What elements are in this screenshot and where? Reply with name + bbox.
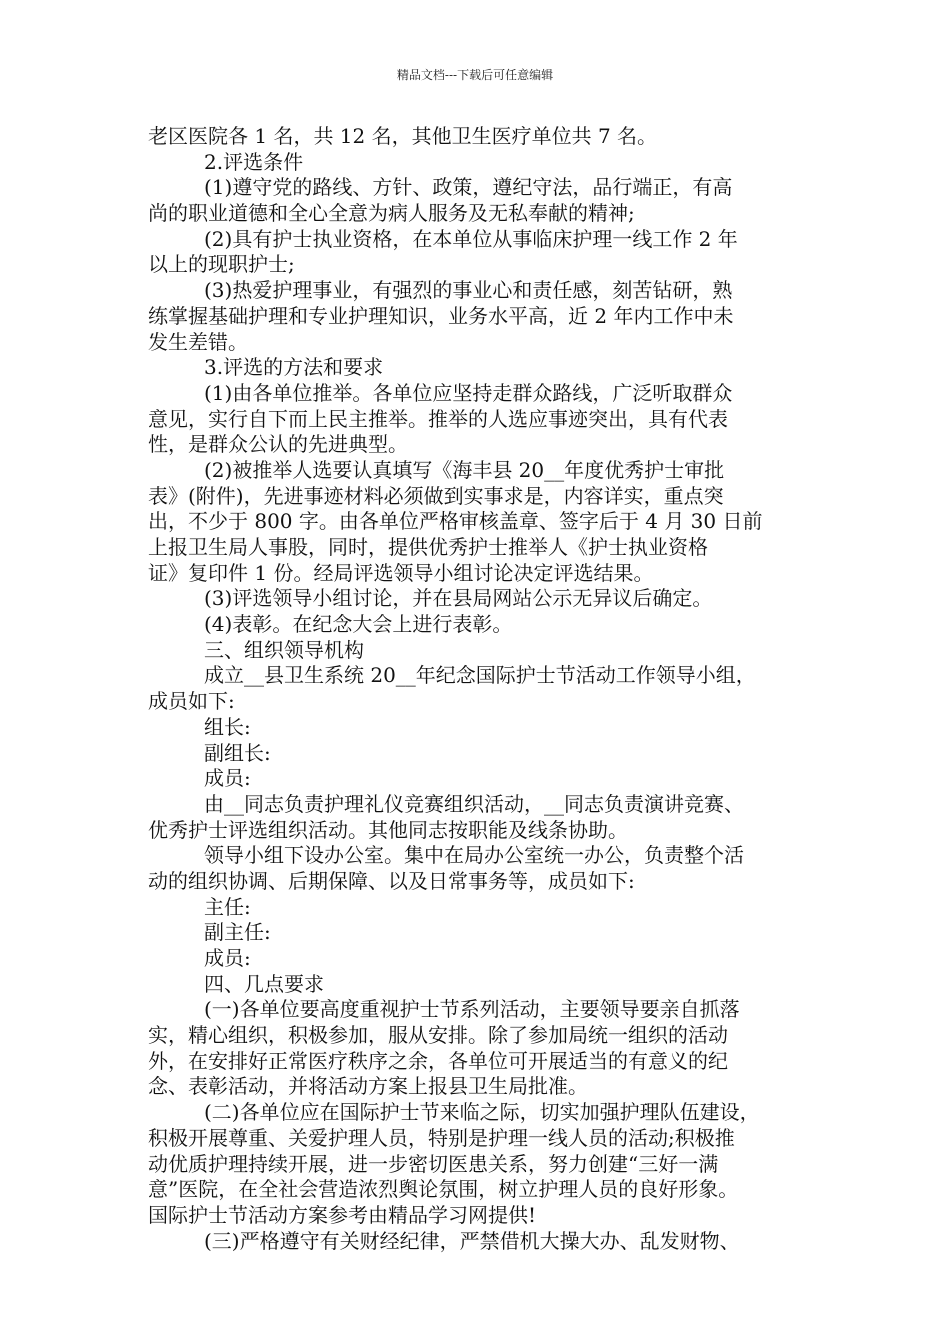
text-line: 念、表彰活动，并将活动方案上报县卫生局批准。 xyxy=(148,1074,588,1099)
text-line: 成员: xyxy=(204,766,251,791)
text-line: 领导小组下设办公室。集中在局办公室统一办公，负责整个活 xyxy=(204,843,744,868)
text-line: 优秀护士评选组织活动。其他同志按职能及线条协助。 xyxy=(148,817,628,842)
text-line: 3.评选的方法和要求 xyxy=(204,355,384,380)
text-line: 成立__县卫生系统 20__年纪念国际护士节活动工作领导小组， xyxy=(204,663,756,688)
text-line: 老区医院各 1 名，共 12 名，其他卫生医疗单位共 7 名。 xyxy=(148,124,658,148)
text-line: 上报卫生局人事股，同时，提供优秀护士推举人《护士执业资格 xyxy=(148,535,708,559)
text-line: 以上的现职护士; xyxy=(148,252,295,277)
text-line: (三)严格遵守有关财经纪律，严禁借机大操大办、乱发财物、 xyxy=(204,1228,740,1253)
text-line: 组长: xyxy=(204,714,251,739)
text-line: 性，是群众公认的先进典型。 xyxy=(148,432,408,457)
text-line: (3)评选领导小组讨论，并在县局网站公示无异议后确定。 xyxy=(204,586,713,611)
document-body xyxy=(148,124,808,1254)
text-line: 副组长: xyxy=(204,740,271,765)
text-line: 表》(附件)，先进事迹材料必须做到实事求是，内容详实，重点突 xyxy=(148,483,724,508)
text-line: 动优质护理持续开展，进一步密切医患关系，努力创建“三好一满 xyxy=(148,1151,719,1176)
text-line: 意”医院，在全社会营造浓烈舆论氛围，树立护理人员的良好形象。 xyxy=(148,1177,739,1202)
text-line: 2.评选条件 xyxy=(204,149,304,174)
text-line: 外，在安排好正常医疗秩序之余，各单位可开展适当的有意义的纪 xyxy=(148,1048,728,1073)
page-header: 精品文档---下载后可任意编辑 xyxy=(396,68,554,82)
text-line: 积极开展尊重、关爱护理人员，特别是护理一线人员的活动;积极推 xyxy=(148,1125,735,1150)
text-line: 出，不少于 800 字。由各单位严格审核盖章、签字后于 4 月 30 日前 xyxy=(148,509,763,534)
text-line: 三、组织领导机构 xyxy=(204,637,364,662)
text-line: (2)具有护士执业资格，在本单位从事临床护理一线工作 2 年 xyxy=(204,226,738,251)
text-line: (3)热爱护理事业，有强烈的事业心和责任感，刻苦钻研，熟 xyxy=(204,278,733,303)
text-line: (2)被推举人选要认真填写《海丰县 20__年度优秀护士审批 xyxy=(204,457,725,482)
text-line: (1)由各单位推举。各单位应坚持走群众路线，广泛听取群众 xyxy=(204,380,733,405)
text-line: 实，精心组织，积极参加，服从安排。除了参加局统一组织的活动 xyxy=(148,1023,728,1048)
text-line: 意见，实行自下而上民主推举。推举的人选应事迹突出，具有代表 xyxy=(148,406,728,431)
text-line: 成员: xyxy=(204,946,251,970)
text-line: 练掌握基础护理和专业护理知识，业务水平高，近 2 年内工作中未 xyxy=(148,303,734,328)
text-line: (二)各单位应在国际护士节来临之际，切实加强护理队伍建设， xyxy=(204,1100,760,1125)
text-line: 副主任: xyxy=(204,920,271,945)
text-line: 证》复印件 1 份。经局评选领导小组讨论决定评选结果。 xyxy=(148,560,654,585)
text-line: 国际护士节活动方案参考由精品学习网提供! xyxy=(148,1202,537,1227)
text-line: 四、几点要求 xyxy=(204,971,324,996)
text-line: 动的组织协调、后期保障、以及日常事务等，成员如下: xyxy=(148,868,635,893)
text-line: (1)遵守党的路线、方针、政策，遵纪守法，品行端正，有高 xyxy=(204,175,733,200)
text-line: 成员如下: xyxy=(148,689,235,714)
text-line: 主任: xyxy=(204,894,251,919)
text-line: 由__同志负责护理礼仪竞赛组织活动，__同志负责演讲竞赛、 xyxy=(204,791,744,816)
text-line: (一)各单位要高度重视护士节系列活动，主要领导要亲自抓落 xyxy=(204,997,740,1022)
text-line: 发生差错。 xyxy=(148,329,248,354)
text-line: (4)表彰。在纪念大会上进行表彰。 xyxy=(204,612,513,637)
text-line: 尚的职业道德和全心全意为病人服务及无私奉献的精神; xyxy=(148,201,635,226)
